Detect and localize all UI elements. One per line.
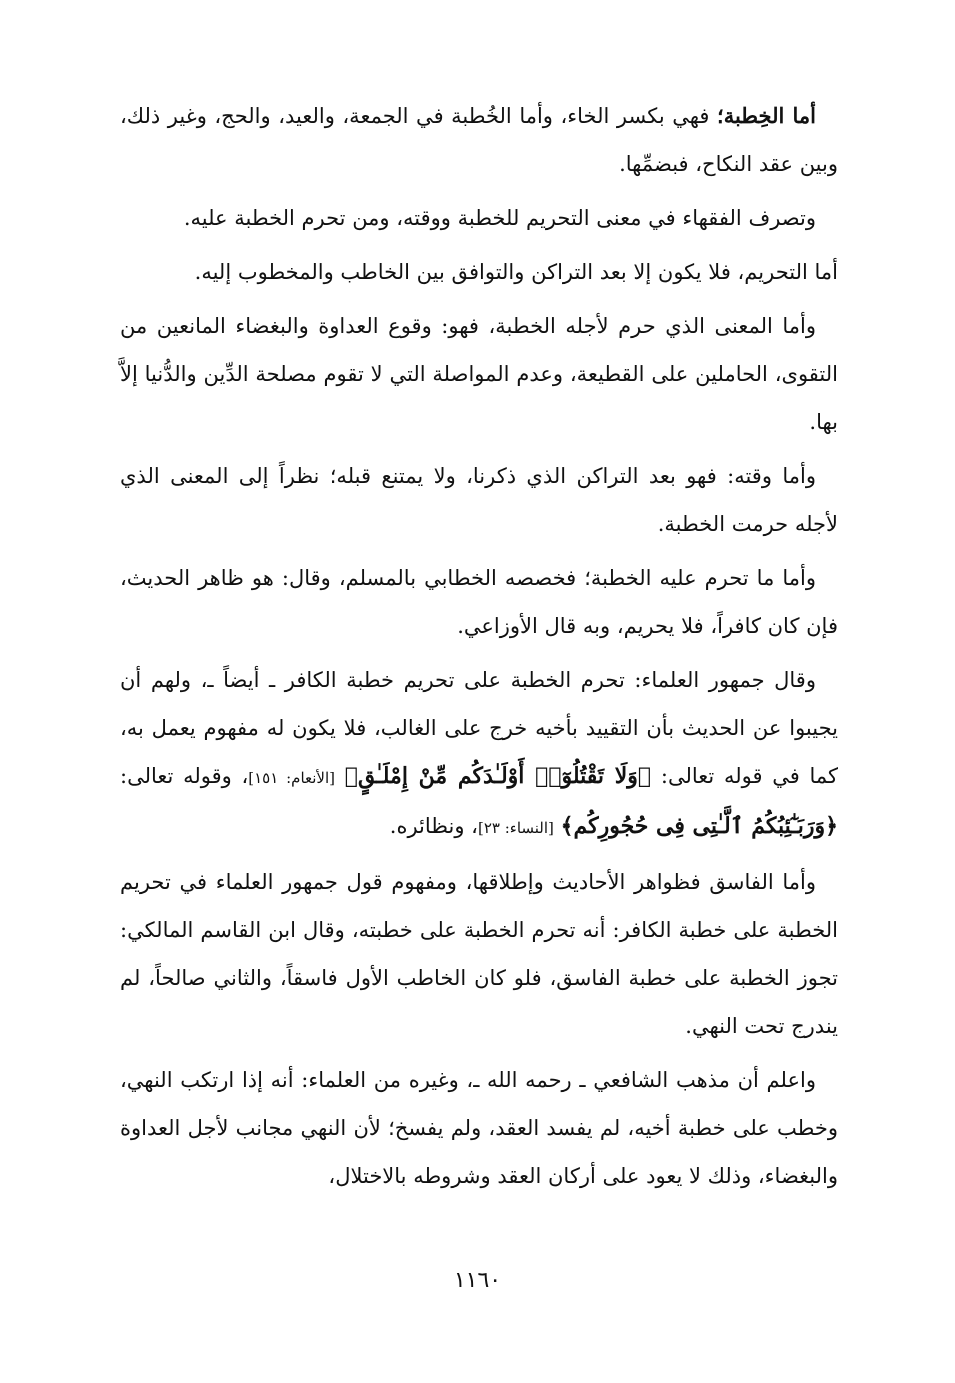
- quran-verse-2: ﴿وَرَبَـٰٓئِبُكُمُ ٱلَّـٰتِى فِى حُجُورِكُم﴾: [560, 813, 838, 839]
- page-body: [120, 92, 838, 1206]
- quran-verse-1: ﴿وَلَا تَقْتُلُوٓا۟ أَوْلَـٰدَكُم مِّنْ إِمْلَـٰقٍ﴾: [344, 763, 652, 789]
- page-number: ١١٦٠: [453, 1268, 502, 1293]
- verse-reference-2: [النساء: ٢٣]: [477, 819, 554, 837]
- paragraph-1-text: فهي بكسر الخاء، وأما الخُطبة في الجمعة، والعيد، والحج، وغير ذلك، وبين عقد النكاح، فبضمِّها.: [120, 104, 838, 176]
- paragraph-4: وأما المعنى الذي حرم لأجله الخطبة، فهو: وقوع العداوة والبغضاء المانعين من التقوى، الحاملين على القطيعة، وعدم المواصلة التي لا تقوم مصلحة الدِّين والدُّنيا إلاَّ بها.: [120, 314, 838, 434]
- verse-reference-1: [الأنعام: ١٥١]: [248, 769, 336, 787]
- paragraph-8: وأما الفاسق فظواهر الأحاديث وإطلاقها، ومفهوم قول جمهور العلماء في تحريم الخطبة على خطبة الكافر: أنه تحرم الخطبة على خطبته، وقال ابن القاسم المالكي: تجوز الخطبة على خطبة الفاسق، فلو كان الخاطب الأول فاسقاً، والثاني صالحاً، لم يندرج تحت النهي.: [120, 870, 838, 1038]
- paragraph-6: وأما ما تحرم عليه الخطبة؛ فخصصه الخطابي بالمسلم، وقال: هو ظاهر الحديث، فإن كان كافراً، فلا يحريم، وبه قال الأوزاعي.: [120, 566, 838, 638]
- paragraph-7: [120, 656, 838, 852]
- paragraph-7-text-b: ، وقوله تعالى:: [120, 764, 249, 788]
- paragraph-3: أما التحريم، فلا يكون إلا بعد التراكن والتوافق بين الخاطب والمخطوب إليه.: [194, 260, 838, 284]
- paragraph-1: [120, 92, 838, 188]
- paragraph-9: واعلم أن مذهب الشافعي ـ رحمه الله ـ، وغيره من العلماء: أنه إذا ارتكب النهي، وخطب على خطبة أخيه، لم يفسد العقد، ولم يفسخ؛ لأن النهي مجانب لأجل العداوة والبغضاء، وذلك لا يعود على أركان العقد وشروطه بالاختلال،: [120, 1068, 838, 1188]
- paragraph-5: وأما وقته: فهو بعد التراكن الذي ذكرنا، ولا يمتنع قبله؛ نظراً إلى المعنى الذي لأجله حرمت الخطبة.: [120, 464, 838, 536]
- paragraph-2: وتصرف الفقهاء في معنى التحريم للخطبة ووقته، ومن تحرم الخطبة عليه.: [183, 206, 816, 230]
- paragraph-7-text-c: ، ونظائره.: [389, 814, 478, 838]
- paragraph-7-text-a: وقال جمهور العلماء: تحرم الخطبة على تحريم خطبة الكافر ـ أيضاً ـ، ولهم أن يجيبوا عن الحديث بأن التقييد بأخيه خرج على الغالب، فلا يكون له مفهوم يعمل به، كما في قوله تعالى:: [120, 668, 839, 788]
- paragraph-1-lead: أما الخِطبة؛: [717, 103, 816, 128]
